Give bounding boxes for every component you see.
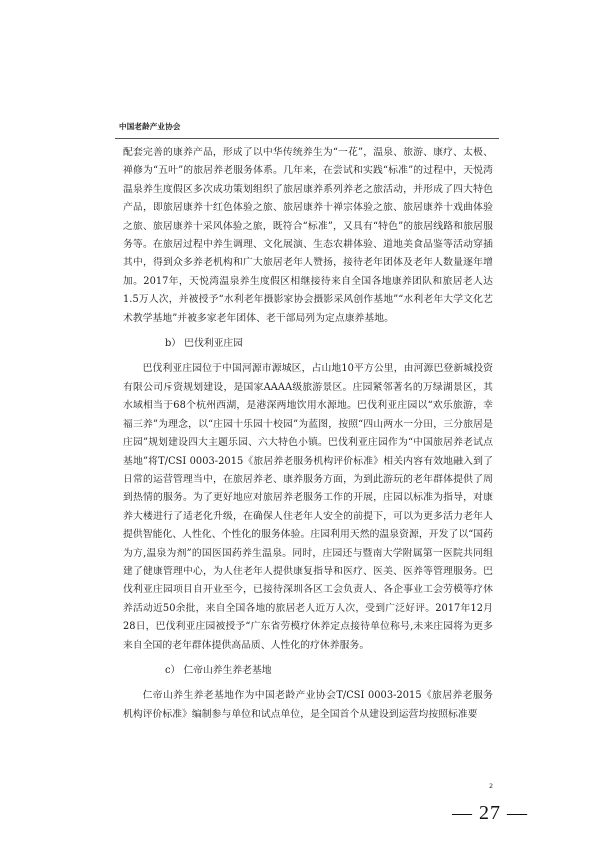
header-rule <box>115 138 499 139</box>
footer-page-number: — 27 — <box>452 802 528 824</box>
paragraph-bavaria-manor: 巴伐利亚庄园位于中国河源市源城区，占山地10平方公里，由河源巴登新城投资有限公司斥资规划建设，是国家AAAA级旅游景区。庄园紧邻著名的万绿湖景区，其水域相当于68个杭州西湖，是港深两地饮用水源地。巴伐利亚庄园以“欢乐旅游，幸福三养”为理念，以“庄园十乐园十校园”为蓝图，按照“四山两水一分田，三分旅居是庄园”规划建设四大主题乐园、六大特色小镇。巴伐利亚庄园作为“中国旅居养老试点基地”将T/CSI 0003-2015《旅居养老服务机构评价标准》相关内容有效地融入到了日常的运营管理当中，在旅居养老、康养服务方面，为到此游玩的老年群体提供了周到热情的服务。为了更好地应对旅居养老服务工作的开展，庄园以标准为指导，对康养大楼进行了适老化升级，在确保人住老年人安全的前提下，可以为更多活力老年人提供智能化、人性化、个性化的服务体验。庄园利用天然的温泉资源，开发了以“国药为方,温泉为剂”的国医国药养生温泉。同时，庄园还与暨南大学附属第一医院共同组建了健康管理中心，为人住老年人提供康复指导和医疗、医美、医养等管理服务。巴伐利亚庄园项目自开业至今，已接待深圳各区工会负责人、各企事业工会劳模等疗休养活动近50余批，来自全国各地的旅居老人近万人次，受到广泛好评。2017年12月28日，巴伐利亚庄园被授予“广东省劳模疗休养定点接待单位称号,未来庄园将为更多来自全国的老年群体提供高品质、人性化的疗休养服务。 <box>123 363 493 651</box>
paragraph-rendishan: 仁帝山养生养老基地作为中国老龄产业协会T/CSI 0003-2015《旅居养老服务机构评价标准》编制参与单位和试点单位，是全国首个从建设到运营均按照标准要 <box>123 690 493 720</box>
organization-header: 中国老龄产业协会 <box>119 122 181 131</box>
inner-page-number: 2 <box>489 782 494 790</box>
paragraph-tianyuewan: 配套完善的康养产品，形成了以中华传统养生为“一花”，温泉、旅游、康疗、太极、禅修为“五叶”的旅居养老服务体系。几年来，在尝试和实践“标准”的过程中，天悦湾温泉养生度假区多次成功策划组织了旅居康养系列养老之旅活动，并形成了四大特色产品，即旅居康养十红色体验之旅、旅居康养十禅宗体验之旅、旅居康养十戏曲体验之旅、旅居康养十采风体验之旅，既符合“标准”，又具有“特色”的旅居线路和旅居服务等。在旅居过程中养生调理、文化展演、生态农耕体验、道地美食品鉴等活动穿插其中，得到众多养老机构和广大旅居老年人赞扬，接待老年团体及老年人数量逐年增加。2017年，天悦湾温泉养生度假区相继接待来自全国各地康养团队和旅居老人达1.5万人次，并被授予“水利老年摄影家协会摄影采风创作基地”“水利老年大学文化艺术教学基地”并被多家老年团体、老干部局列为定点康养基地。 <box>123 147 493 324</box>
document-body <box>123 144 493 724</box>
section-heading-b: b） 巴伐利亚庄园 <box>165 338 243 350</box>
section-heading-c: c） 仁帝山养生养老基地 <box>165 664 272 676</box>
